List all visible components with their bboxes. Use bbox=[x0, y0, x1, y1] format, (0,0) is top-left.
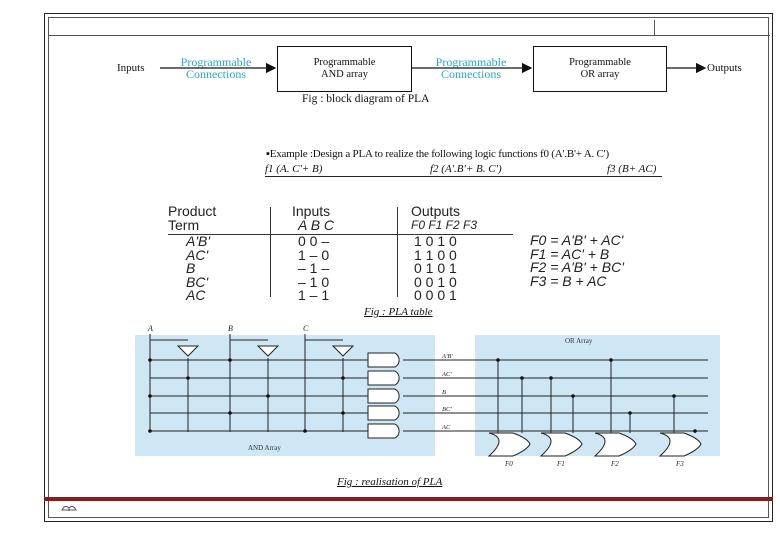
table-row-outputs: 0 1 0 1 bbox=[414, 260, 457, 276]
and-gate-icon bbox=[368, 371, 399, 385]
and-connection-dot bbox=[228, 411, 232, 415]
and-array-label: AND Array bbox=[248, 444, 281, 452]
equation-f2: F2 = A'B' + BC' bbox=[530, 259, 624, 275]
header-abc-text: A B C bbox=[298, 217, 335, 233]
example-functions bbox=[265, 163, 662, 177]
table-row-outputs: 1 0 1 0 bbox=[414, 233, 457, 249]
table-row-term: A'B' bbox=[186, 233, 211, 249]
and-connection-dot bbox=[266, 394, 270, 398]
table-row-outputs: 0 0 0 1 bbox=[414, 287, 457, 303]
pla-realisation bbox=[0, 320, 780, 480]
table-row-inputs: – 1 – bbox=[298, 260, 330, 276]
and-connection-dot bbox=[303, 429, 307, 433]
header-term-text: Term bbox=[168, 217, 200, 233]
table-row-term: B bbox=[186, 260, 196, 276]
and-gate-icon bbox=[368, 353, 399, 367]
output-label: F1 bbox=[557, 460, 565, 468]
header-outputs-text: Outputs bbox=[411, 203, 461, 219]
equations bbox=[530, 234, 624, 288]
or-array-line2: OR array bbox=[580, 69, 620, 80]
term-label: A'B' bbox=[442, 353, 453, 360]
and-array-line1: Programmable bbox=[313, 57, 376, 68]
header-outputs bbox=[411, 204, 477, 232]
header-product-text: Product bbox=[168, 203, 217, 219]
term-label: B bbox=[442, 389, 446, 396]
connection-dot bbox=[549, 376, 553, 380]
header-inputs bbox=[292, 204, 334, 232]
footer-bar bbox=[44, 497, 773, 501]
table-row-outputs: 1 1 0 0 bbox=[414, 246, 457, 263]
realisation-caption: Fig : realisation of PLA bbox=[337, 476, 443, 488]
output-label: F0 bbox=[505, 460, 513, 468]
connection-dot bbox=[571, 394, 575, 398]
connection-dot bbox=[496, 358, 500, 362]
inputs-label: Inputs bbox=[117, 62, 145, 74]
connection-dot bbox=[520, 376, 524, 380]
and-gate-icon bbox=[368, 424, 399, 438]
table-row-term: BC' bbox=[186, 273, 209, 290]
f3-expr: f3 (B+ AC) bbox=[607, 163, 657, 175]
f2-expr: f2 (A'.B'+ B. C') bbox=[430, 163, 502, 175]
f1-expr: f1 (A. C'+ B) bbox=[265, 163, 323, 175]
output-label: F2 bbox=[611, 460, 619, 468]
connection-dot bbox=[693, 429, 697, 433]
connection-dot bbox=[672, 394, 676, 398]
table-row-inputs: 1 – 0 bbox=[298, 246, 330, 263]
and-connection-dot bbox=[186, 376, 190, 380]
and-connection-dot bbox=[148, 429, 152, 433]
and-connection-dot bbox=[148, 394, 152, 398]
table-col-rule-1 bbox=[270, 207, 271, 297]
example-line: ▪Example :Design a PLA to realize the following logic functions f0 (A'.B'+ A. C') bbox=[266, 148, 609, 160]
table-row-inputs: 1 – 1 bbox=[298, 287, 330, 303]
connection-dot bbox=[628, 411, 632, 415]
table-row-outputs: 0 0 1 0 bbox=[414, 273, 457, 290]
term-label: AC bbox=[442, 424, 451, 431]
pla-table-caption: Fig : PLA table bbox=[364, 306, 433, 318]
block-diagram-caption: Fig : block diagram of PLA bbox=[302, 93, 430, 105]
and-connection-dot bbox=[148, 358, 152, 362]
header-fs-text: F0 F1 F2 F3 bbox=[411, 218, 478, 232]
term-label: BC' bbox=[442, 406, 452, 413]
input-label: B bbox=[228, 324, 233, 333]
term-label: AC' bbox=[442, 371, 452, 378]
equation-f1: F1 = AC' + B bbox=[530, 245, 610, 262]
table-row-inputs: – 1 0 bbox=[298, 273, 330, 290]
table-header-rule bbox=[168, 234, 513, 235]
equation-f0: F0 = A'B' + AC' bbox=[530, 232, 624, 248]
header-product bbox=[168, 204, 216, 232]
input-label: A bbox=[148, 324, 153, 333]
book-logo-icon bbox=[61, 502, 77, 512]
table-col-rule-2 bbox=[397, 207, 398, 297]
or-array-line1: Programmable bbox=[569, 57, 631, 68]
table-row-term: AC' bbox=[186, 246, 209, 263]
and-gate-icon bbox=[368, 406, 399, 420]
and-connection-dot bbox=[341, 376, 345, 380]
output-label: F3 bbox=[676, 460, 684, 468]
input-label: C bbox=[303, 324, 309, 333]
and-array-line2: AND array bbox=[321, 69, 368, 80]
and-connection-dot bbox=[228, 358, 232, 362]
outputs-label: Outputs bbox=[707, 62, 742, 74]
and-gate-icon bbox=[368, 389, 399, 403]
prog-connections-1-line2: Connections bbox=[186, 67, 246, 81]
connection-dot bbox=[609, 358, 613, 362]
equation-f3: F3 = B + AC bbox=[530, 272, 607, 289]
prog-connections-2-line1: Programmable bbox=[435, 55, 507, 69]
or-array-label: OR Array bbox=[565, 337, 593, 345]
prog-connections-1-line1: Programmable bbox=[180, 55, 252, 69]
and-connection-dot bbox=[341, 411, 345, 415]
table-row-inputs: 0 0 – bbox=[298, 233, 330, 249]
prog-connections-2-line2: Connections bbox=[441, 67, 501, 81]
table-row-term: AC bbox=[186, 287, 206, 303]
header-inputs-text: Inputs bbox=[292, 203, 331, 219]
